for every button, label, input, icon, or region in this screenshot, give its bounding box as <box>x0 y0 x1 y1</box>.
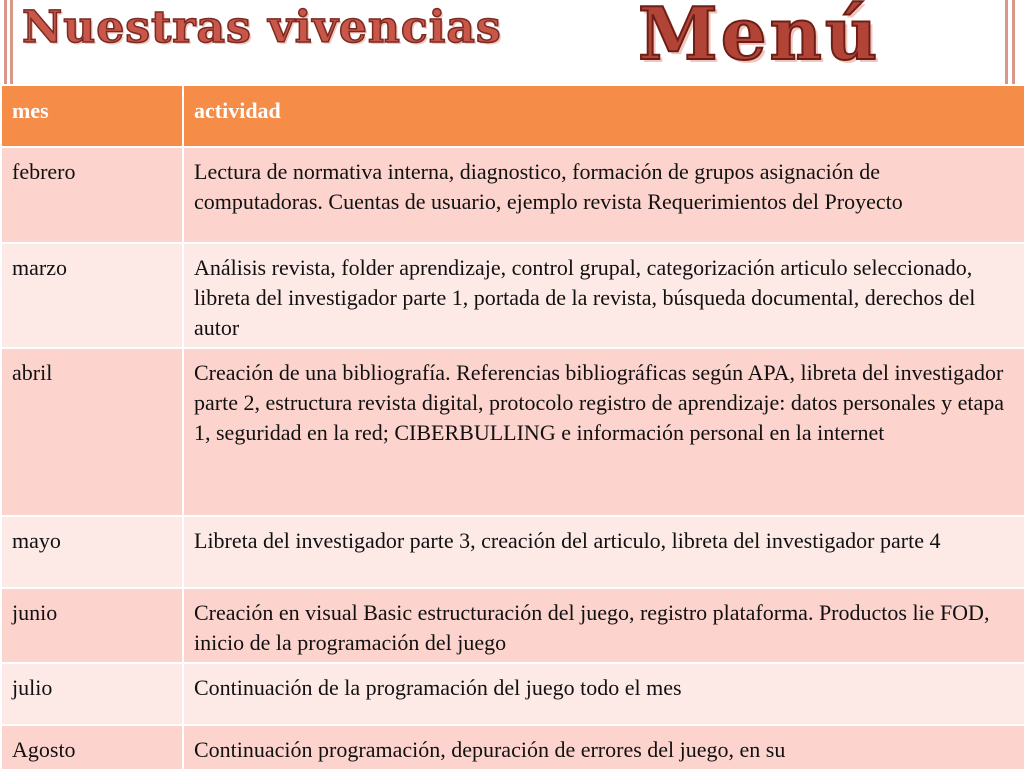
table-header-row <box>1 85 1024 147</box>
table-row <box>1 725 1024 770</box>
cell-mes: marzo <box>1 243 183 348</box>
cell-actividad: Análisis revista, folder aprendizaje, control grupal, categorización articulo seleccionado, libreta del investigador parte 1, portada de la revista, búsqueda documental, derechos del autor <box>183 243 1024 348</box>
header-mes: mes <box>1 85 183 147</box>
cell-mes: junio <box>1 588 183 663</box>
cell-actividad: Libreta del investigador parte 3, creación del articulo, libreta del investigador parte 4 <box>183 516 1024 588</box>
slide-title: Nuestras vivencias <box>22 2 502 53</box>
header-actividad: actividad <box>183 85 1024 147</box>
cell-mes: Agosto <box>1 725 183 770</box>
cell-actividad: Lectura de normativa interna, diagnostico, formación de grupos asignación de computadoras. Cuentas de usuario, ejemplo revista Requerimientos del Proyecto <box>183 147 1024 243</box>
table-row <box>1 516 1024 588</box>
cell-actividad: Continuación programación, depuración de errores del juego, en su <box>183 725 1024 770</box>
cell-mes: febrero <box>1 147 183 243</box>
cell-mes: julio <box>1 663 183 725</box>
cell-actividad: Creación de una bibliografía. Referencias bibliográficas según APA, libreta del investigador parte 2, estructura revista digital, protocolo registro de aprendizaje: datos personales y etapa 1, seguridad en la red; CIBERBULLING e información personal en la internet <box>183 348 1024 516</box>
table-row <box>1 243 1024 348</box>
table-row <box>1 147 1024 243</box>
table-row <box>1 348 1024 516</box>
cell-mes: abril <box>1 348 183 516</box>
table-row <box>1 588 1024 663</box>
activities-table <box>0 84 1024 771</box>
cell-actividad: Continuación de la programación del juego todo el mes <box>183 663 1024 725</box>
cell-actividad: Creación en visual Basic estructuración del juego, registro plataforma. Productos lie FOD, inicio de la programación del juego <box>183 588 1024 663</box>
table-row <box>1 663 1024 725</box>
cell-mes: mayo <box>1 516 183 588</box>
slide-heading-menu: Menú <box>638 0 881 76</box>
